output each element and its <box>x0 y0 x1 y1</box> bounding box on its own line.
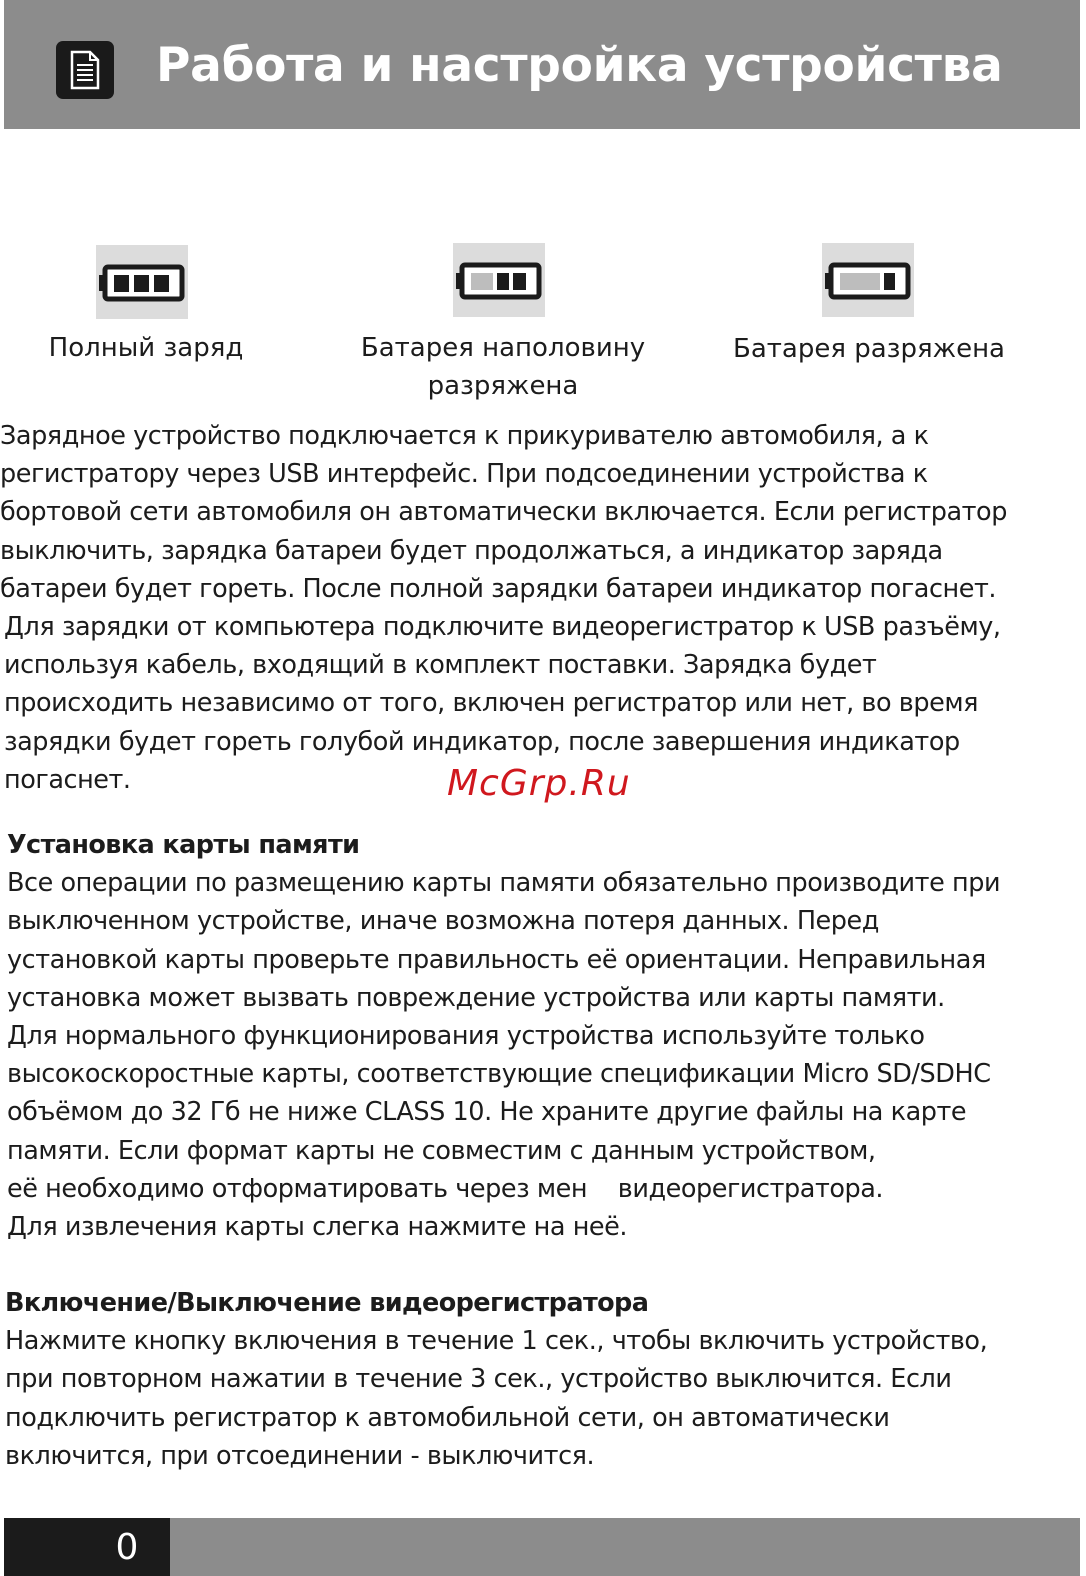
battery-half-label-line1: Батарея наполовину <box>360 333 646 363</box>
text-line: высокоскоростные карты, соответствующие спецификации Micro SD/SDHC <box>7 1059 991 1090</box>
memory-card-heading: Установка карты памяти <box>7 830 360 860</box>
text-line: бортовой сети автомобиля он автоматически включается. Если регистратор <box>0 497 1007 528</box>
document-icon <box>56 41 114 99</box>
battery-full-label: Полный заряд <box>48 333 244 363</box>
text-line: происходить независимо от того, включен регистратор или нет, во время <box>4 688 978 719</box>
text-line: объёмом до 32 Гб не ниже CLASS 10. Не храните другие файлы на карте <box>7 1097 967 1128</box>
footer-bar <box>4 1518 1080 1576</box>
text-line: Нажмите кнопку включения в течение 1 сек., чтобы включить устройство, <box>5 1326 988 1357</box>
page-title: Работа и настройка устройства <box>156 38 1003 93</box>
text-line: при повторном нажатии в течение 3 сек., устройство выключится. Если <box>5 1364 952 1395</box>
watermark: McGrp.Ru <box>447 763 631 804</box>
memory-card-section <box>7 826 1000 1246</box>
text-line: зарядки будет гореть голубой индикатор, после завершения индикатор <box>4 726 960 757</box>
text-line: памяти. Если формат карты не совместим с данным устройством, <box>7 1135 876 1166</box>
text-line: её необходимо отформатировать через мен видеорегистратора. <box>7 1173 884 1204</box>
text-line: установка может вызвать повреждение устройства или карты памяти. <box>7 982 945 1013</box>
text-line: Зарядное устройство подключается к прикуривателю автомобиля, а к <box>0 421 929 451</box>
page-number-box <box>4 1518 170 1576</box>
page-number: 0 <box>115 1526 139 1568</box>
power-heading: Включение/Выключение видеорегистратора <box>5 1288 649 1318</box>
text-line: включится, при отсоединении - выключится. <box>5 1440 595 1471</box>
text-line: установкой карты проверьте правильность её ориентации. Неправильная <box>7 944 986 975</box>
text-line: батареи будет гореть. После полной зарядки батареи индикатор погаснет. <box>0 573 997 604</box>
text-line: выключить, зарядка батареи будет продолжаться, а индикатор заряда <box>0 535 943 566</box>
text-line: Для зарядки от компьютера подключите видеорегистратор к USB разъёму, <box>4 612 1001 643</box>
battery-low-icon <box>822 243 914 317</box>
text-line: подключить регистратор к автомобильной сети, он автоматически <box>5 1402 890 1433</box>
header-bar <box>4 0 1080 129</box>
text-line: выключенном устройстве, иначе возможна потеря данных. Перед <box>7 906 879 937</box>
text-line: Для нормального функционирования устройства используйте только <box>7 1021 925 1052</box>
text-line: Все операции по размещению карты памяти обязательно производите при <box>7 868 1001 899</box>
battery-half-icon <box>453 243 545 317</box>
text-line: используя кабель, входящий в комплект поставки. Зарядка будет <box>4 650 877 681</box>
battery-low-label: Батарея разряжена <box>732 334 1005 364</box>
battery-full-icon <box>96 245 188 319</box>
charging-paragraph <box>0 417 1007 799</box>
text-line: Для извлечения карты слегка нажмите на неё. <box>7 1212 628 1243</box>
text-line: погаснет. <box>4 764 131 795</box>
battery-half-label-line2: разряжена <box>427 371 579 401</box>
power-section <box>5 1284 987 1475</box>
text-line: регистратору через USB интерфейс. При подсоединении устройства к <box>0 459 928 490</box>
